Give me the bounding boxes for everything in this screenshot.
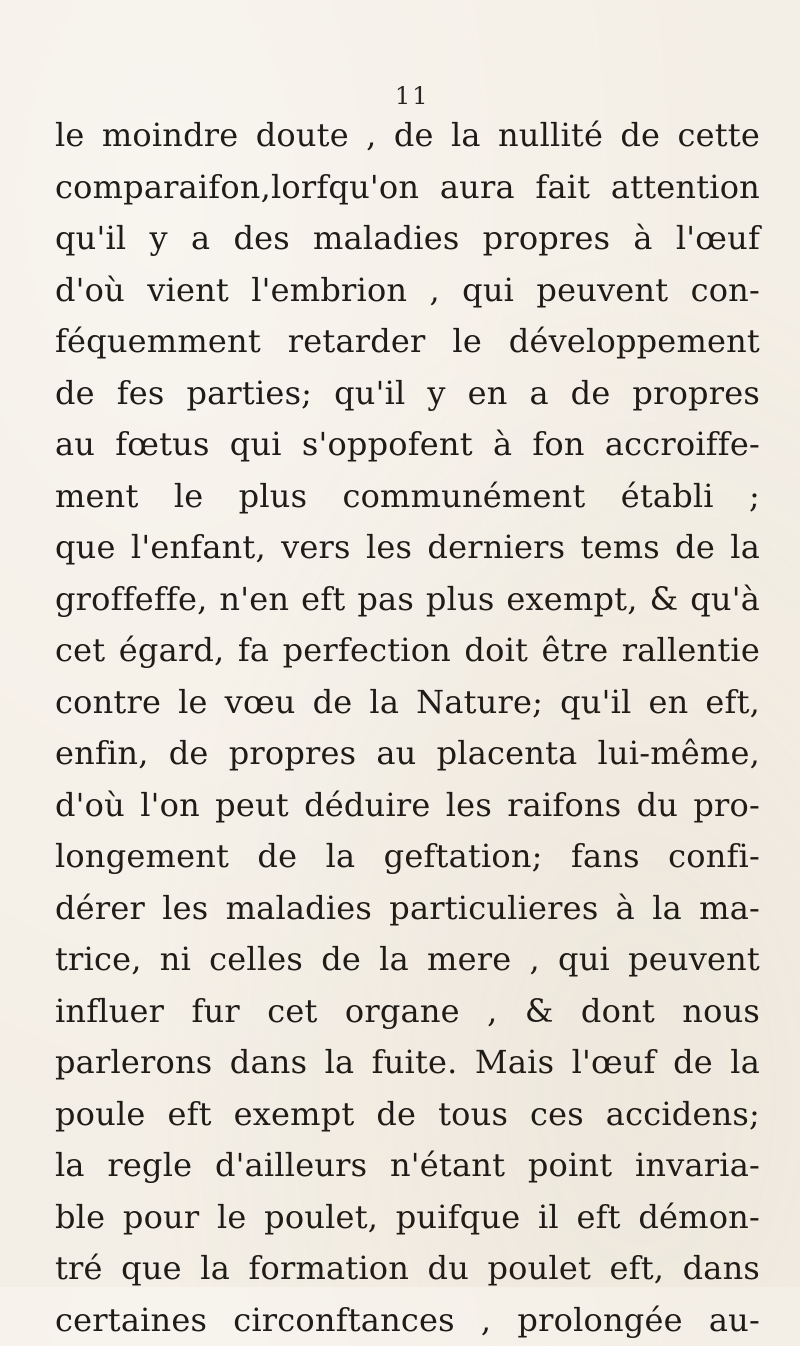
text-line: contre le vœu de la Nature; qu'il en eft, [55,677,760,729]
text-line: comparaifon,lorfqu'on aura fait attention [55,162,760,214]
text-line: cet égard, fa perfection doit être rallentie [55,625,760,677]
text-line: d'où vient l'embrion , qui peuvent con- [55,265,760,317]
text-line: ment le plus communément établi ; [55,471,760,523]
text-line: féquemment retarder le développement [55,316,760,368]
text-line: au fœtus qui s'oppofent à fon accroiffe- [55,419,760,471]
text-line: longement de la geftation; fans confi- [55,831,760,883]
text-line: groffeffe, n'en eft pas plus exempt, & qu'à [55,574,760,626]
text-line: poule eft exempt de tous ces accidens; [55,1089,760,1141]
text-line: certaines circonftances , prolongée au- [55,1295,760,1346]
text-line: la regle d'ailleurs n'étant point invaria- [55,1140,760,1192]
body-text [55,110,760,1346]
text-line: le moindre doute , de la nullité de cette [55,110,760,162]
text-line: dérer les maladies particulieres à la ma- [55,883,760,935]
text-line: ble pour le poulet, puifque il eft démon- [55,1192,760,1244]
text-line: que l'enfant, vers les derniers tems de la [55,522,760,574]
text-line: influer fur cet organe , & dont nous [55,986,760,1038]
text-line: trice, ni celles de la mere , qui peuvent [55,934,760,986]
text-line: de fes parties; qu'il y en a de propres [55,368,760,420]
page-number: 11 [395,82,430,110]
text-line: qu'il y a des maladies propres à l'œuf [55,213,760,265]
text-line: enfin, de propres au placenta lui-même, [55,728,760,780]
text-line: d'où l'on peut déduire les raifons du pro- [55,780,760,832]
text-line: parlerons dans la fuite. Mais l'œuf de la [55,1037,760,1089]
text-line: tré que la formation du poulet eft, dans [55,1243,760,1295]
